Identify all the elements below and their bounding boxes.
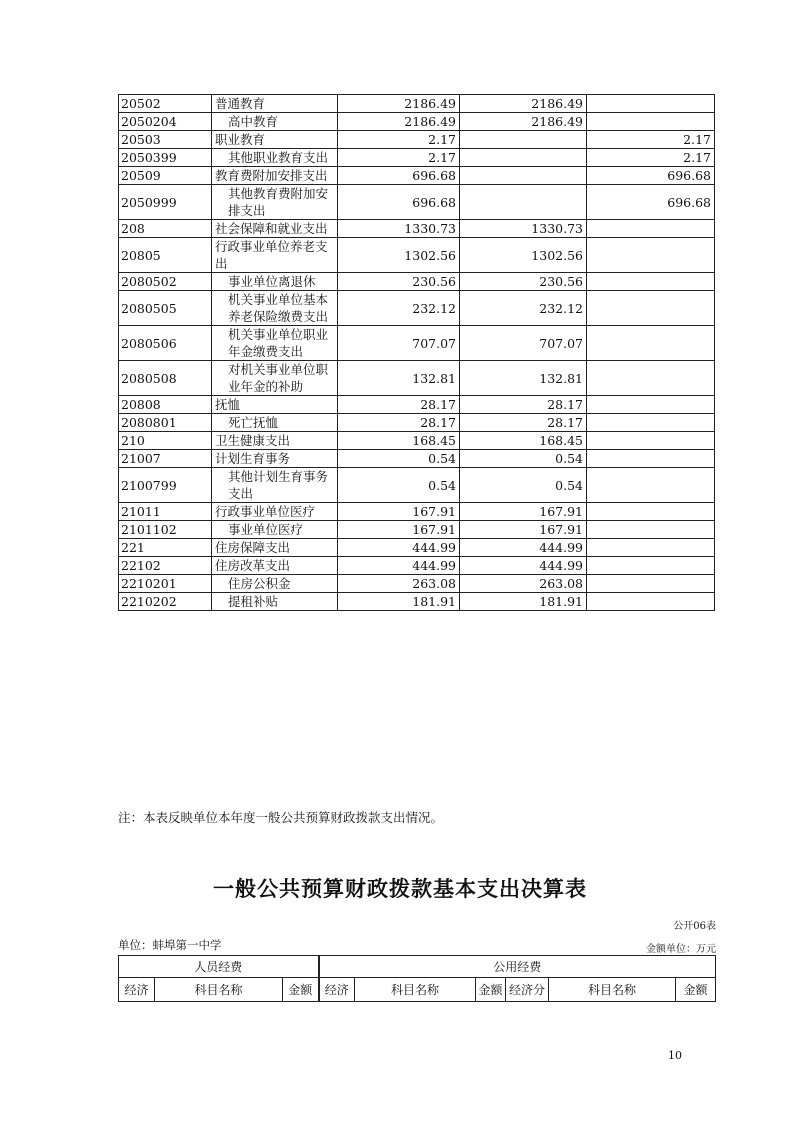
subject-code: 2050204 (119, 113, 212, 131)
project-amount (587, 450, 715, 468)
col-header: 金额 (283, 978, 319, 1002)
expenditure-table (118, 94, 715, 611)
subject-code: 2080506 (119, 326, 212, 361)
total-amount: 707.07 (338, 326, 460, 361)
subject-name: 机关事业单位职业年金缴费支出 (212, 326, 338, 361)
total-amount: 444.99 (338, 539, 460, 557)
project-amount (587, 361, 715, 396)
table-row (119, 220, 715, 238)
basic-amount: 168.45 (460, 432, 587, 450)
subject-name: 其他计划生育事务支出 (212, 468, 338, 503)
project-amount (587, 238, 715, 273)
project-amount (587, 557, 715, 575)
total-amount: 181.91 (338, 593, 460, 611)
table-row (119, 432, 715, 450)
subject-name: 其他职业教育支出 (212, 149, 338, 167)
project-amount (587, 593, 715, 611)
subject-name: 提租补贴 (212, 593, 338, 611)
page-number: 10 (668, 1049, 682, 1062)
col-header: 科目名称 (355, 978, 476, 1002)
project-amount (587, 503, 715, 521)
basic-amount: 232.12 (460, 291, 587, 326)
subject-name: 行政事业单位医疗 (212, 503, 338, 521)
unit-label: 单位：蚌埠第一中学 (118, 938, 222, 952)
project-amount: 2.17 (587, 131, 715, 149)
project-amount (587, 291, 715, 326)
total-amount: 696.68 (338, 185, 460, 220)
table-row (119, 468, 715, 503)
total-amount: 444.99 (338, 557, 460, 575)
subject-code: 2210201 (119, 575, 212, 593)
table-row (119, 131, 715, 149)
basic-amount (460, 167, 587, 185)
table-row (119, 149, 715, 167)
basic-amount: 167.91 (460, 521, 587, 539)
total-amount: 167.91 (338, 503, 460, 521)
table-row (119, 167, 715, 185)
project-amount (587, 468, 715, 503)
total-amount: 2186.49 (338, 113, 460, 131)
subject-name: 计划生育事务 (212, 450, 338, 468)
basic-amount: 167.91 (460, 503, 587, 521)
table-row (119, 414, 715, 432)
project-amount (587, 521, 715, 539)
basic-amount: 2186.49 (460, 95, 587, 113)
project-amount (587, 326, 715, 361)
basic-amount: 0.54 (460, 468, 587, 503)
subject-name: 普通教育 (212, 95, 338, 113)
basic-amount: 28.17 (460, 414, 587, 432)
basic-expenditure-header-table (118, 955, 716, 1002)
total-amount: 232.12 (338, 291, 460, 326)
subject-name: 死亡抚恤 (212, 414, 338, 432)
basic-amount: 1330.73 (460, 220, 587, 238)
table-row (119, 521, 715, 539)
table-row (119, 326, 715, 361)
col-header: 经济 (119, 978, 155, 1002)
project-amount (587, 575, 715, 593)
subject-code: 2080502 (119, 273, 212, 291)
basic-amount: 707.07 (460, 326, 587, 361)
subject-code: 20808 (119, 396, 212, 414)
subject-code: 2080508 (119, 361, 212, 396)
subject-name: 教育费附加安排支出 (212, 167, 338, 185)
total-amount: 167.91 (338, 521, 460, 539)
col-header: 经济 (319, 978, 355, 1002)
project-amount: 696.68 (587, 167, 715, 185)
basic-amount: 0.54 (460, 450, 587, 468)
project-amount (587, 273, 715, 291)
table-row (119, 575, 715, 593)
basic-amount: 444.99 (460, 539, 587, 557)
project-amount: 696.68 (587, 185, 715, 220)
table-row (119, 238, 715, 273)
subject-code: 2210202 (119, 593, 212, 611)
project-amount (587, 113, 715, 131)
table-row (119, 503, 715, 521)
subject-code: 2100799 (119, 468, 212, 503)
project-amount: 2.17 (587, 149, 715, 167)
table-row (119, 185, 715, 220)
subject-name: 住房改革支出 (212, 557, 338, 575)
subject-name: 职业教育 (212, 131, 338, 149)
table-row (119, 95, 715, 113)
table-row (119, 361, 715, 396)
table-row (119, 396, 715, 414)
project-amount (587, 414, 715, 432)
subject-name: 卫生健康支出 (212, 432, 338, 450)
total-amount: 230.56 (338, 273, 460, 291)
form-number: 公开06表 (673, 921, 716, 932)
col-header: 科目名称 (155, 978, 283, 1002)
basic-amount: 132.81 (460, 361, 587, 396)
subject-code: 2050999 (119, 185, 212, 220)
subject-code: 2050399 (119, 149, 212, 167)
total-amount: 696.68 (338, 167, 460, 185)
table-row (119, 557, 715, 575)
subject-code: 210 (119, 432, 212, 450)
money-unit-label: 金额单位：万元 (646, 944, 716, 955)
basic-amount: 444.99 (460, 557, 587, 575)
subject-code: 2080505 (119, 291, 212, 326)
total-amount: 0.54 (338, 468, 460, 503)
table-note: 注：本表反映单位本年度一般公共预算财政拨款支出情况。 (118, 810, 444, 825)
table-row (119, 273, 715, 291)
total-amount: 132.81 (338, 361, 460, 396)
total-amount: 28.17 (338, 396, 460, 414)
total-amount: 263.08 (338, 575, 460, 593)
total-amount: 1302.56 (338, 238, 460, 273)
col-header: 经济分 (506, 978, 549, 1002)
subject-name: 其他教育费附加安排支出 (212, 185, 338, 220)
basic-amount: 263.08 (460, 575, 587, 593)
subject-code: 21011 (119, 503, 212, 521)
col-header: 金额 (476, 978, 506, 1002)
group-personnel-header: 人员经费 (119, 956, 319, 978)
subject-name: 机关事业单位基本养老保险缴费支出 (212, 291, 338, 326)
subject-name: 抚恤 (212, 396, 338, 414)
subject-code: 208 (119, 220, 212, 238)
basic-amount: 2186.49 (460, 113, 587, 131)
total-amount: 28.17 (338, 414, 460, 432)
basic-amount: 28.17 (460, 396, 587, 414)
basic-amount: 230.56 (460, 273, 587, 291)
subject-name: 住房保障支出 (212, 539, 338, 557)
table-row (119, 539, 715, 557)
subject-code: 20502 (119, 95, 212, 113)
subject-code: 20503 (119, 131, 212, 149)
project-amount (587, 432, 715, 450)
table-row (119, 593, 715, 611)
subject-name: 事业单位离退休 (212, 273, 338, 291)
total-amount: 2.17 (338, 149, 460, 167)
total-amount: 0.54 (338, 450, 460, 468)
basic-amount (460, 185, 587, 220)
subject-code: 20805 (119, 238, 212, 273)
subject-code: 21007 (119, 450, 212, 468)
table-row (119, 291, 715, 326)
project-amount (587, 220, 715, 238)
section-title: 一般公共预算财政拨款基本支出决算表 (213, 877, 587, 901)
project-amount (587, 396, 715, 414)
total-amount: 2.17 (338, 131, 460, 149)
basic-amount (460, 149, 587, 167)
subject-name: 社会保障和就业支出 (212, 220, 338, 238)
table-row (119, 113, 715, 131)
subject-name: 高中教育 (212, 113, 338, 131)
project-amount (587, 95, 715, 113)
subject-name: 事业单位医疗 (212, 521, 338, 539)
col-header: 金额 (676, 978, 716, 1002)
project-amount (587, 539, 715, 557)
col-header: 科目名称 (549, 978, 676, 1002)
subject-code: 221 (119, 539, 212, 557)
total-amount: 1330.73 (338, 220, 460, 238)
total-amount: 2186.49 (338, 95, 460, 113)
basic-amount (460, 131, 587, 149)
subject-code: 20509 (119, 167, 212, 185)
subject-name: 对机关事业单位职业年金的补助 (212, 361, 338, 396)
total-amount: 168.45 (338, 432, 460, 450)
basic-amount: 181.91 (460, 593, 587, 611)
subject-name: 行政事业单位养老支出 (212, 238, 338, 273)
group-public-header: 公用经费 (319, 956, 716, 978)
subject-code: 2101102 (119, 521, 212, 539)
subject-code: 22102 (119, 557, 212, 575)
subject-code: 2080801 (119, 414, 212, 432)
basic-amount: 1302.56 (460, 238, 587, 273)
table-row (119, 450, 715, 468)
subject-name: 住房公积金 (212, 575, 338, 593)
